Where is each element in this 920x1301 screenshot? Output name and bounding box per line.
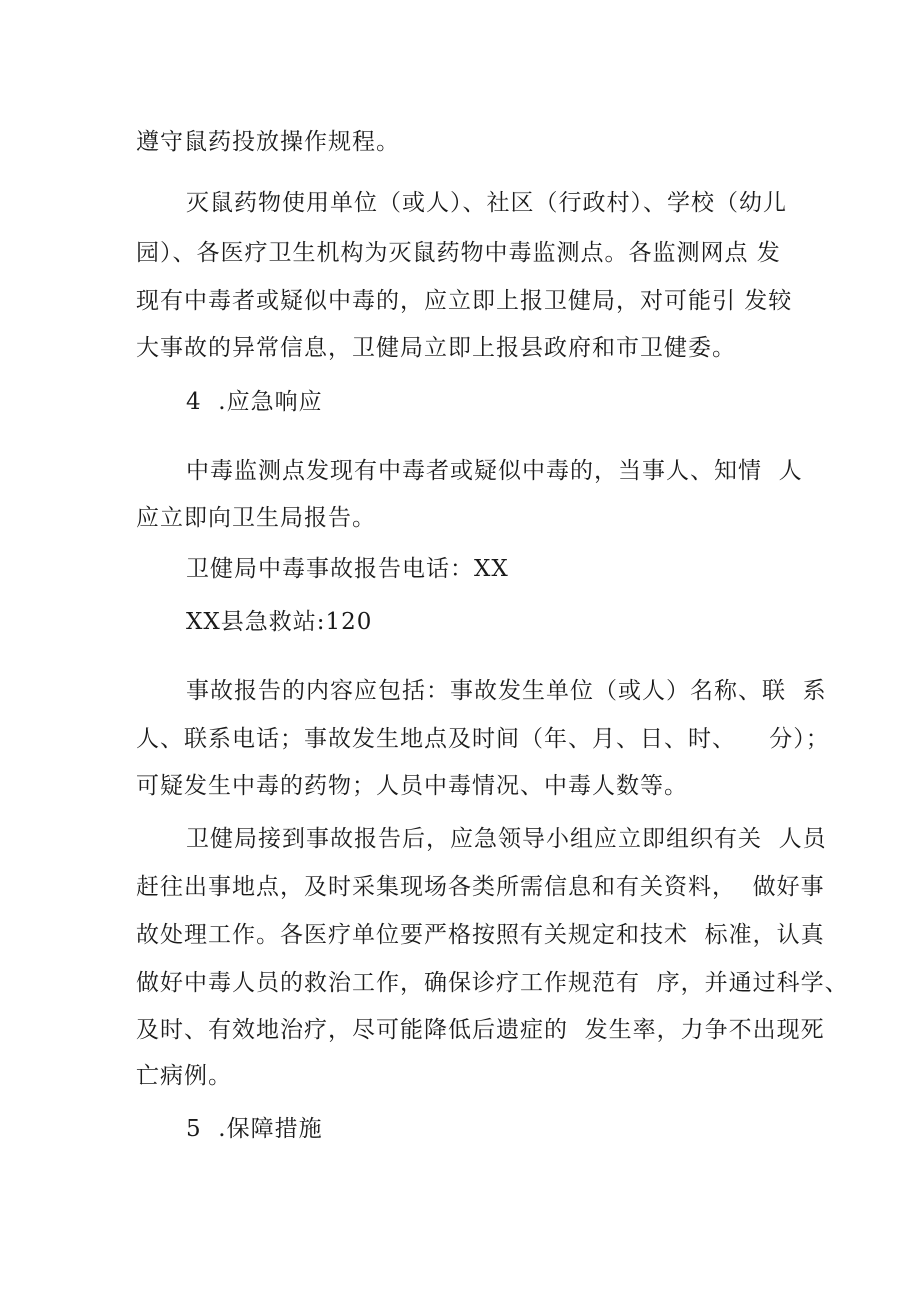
- section-heading: 4 .应急响应: [186, 389, 323, 415]
- paragraph-line: 人、联系电话；事故发生地点及时间（年、月、日、时、 分）；: [136, 726, 830, 752]
- section-heading: 5 .保障措施: [186, 1116, 323, 1142]
- paragraph-line: 大事故的异常信息，卫健局立即上报县政府和市卫健委。: [136, 335, 736, 361]
- paragraph-line: 可疑发生中毒的药物；人员中毒情况、中毒人数等。: [136, 773, 688, 799]
- paragraph-line: 遵守鼠药投放操作规程。: [136, 129, 400, 155]
- paragraph-line: 园）、各医疗卫生机构为灭鼠药物中毒监测点。各监测网点 发: [136, 240, 781, 266]
- paragraph-line: 中毒监测点发现有中毒者或疑似中毒的，当事人、知情 人: [186, 458, 803, 484]
- paragraph-line: 灭鼠药物使用单位（或人）、社区（行政村）、学校（幼儿: [186, 190, 787, 216]
- paragraph-line: 赶往出事地点，及时采集现场各类所需信息和有关资料， 做好事: [136, 874, 825, 900]
- paragraph-line: 应立即向卫生局报告。: [136, 505, 376, 531]
- paragraph-line: 现有中毒者或疑似中毒的，应立即上报卫健局，对可能引 发较: [136, 288, 793, 314]
- paragraph-line: 及时、有效地治疗，尽可能降低后遗症的 发生率，力争不出现死: [136, 1017, 825, 1043]
- paragraph-line: 亡病例。: [136, 1063, 232, 1089]
- paragraph-line: 事故报告的内容应包括：事故发生单位（或人）名称、联 系: [186, 678, 827, 704]
- paragraph-line: 故处理工作。各医疗单位要严格按照有关规定和技术 标准，认真: [136, 922, 825, 948]
- phone-line: XX县急救站:120: [186, 609, 373, 635]
- paragraph-line: 做好中毒人员的救治工作，确保诊疗工作规范有 序，并通过科学、: [136, 970, 849, 996]
- phone-line: 卫健局中毒事故报告电话：XX: [186, 556, 509, 582]
- paragraph-line: 卫健局接到事故报告后，应急领导小组应立即组织有关 人员: [186, 826, 827, 852]
